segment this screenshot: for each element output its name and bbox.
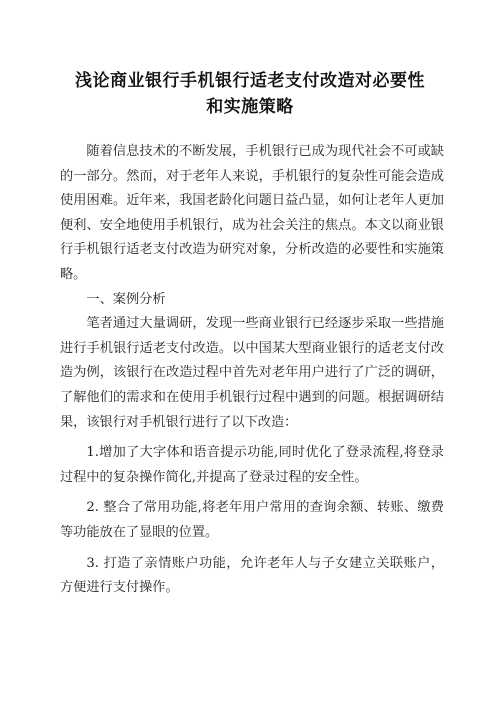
list-item-3: 3. 打造了亲情账户功能，允许老年人与子女建立关联账户，方便进行支付操作。 — [60, 555, 444, 596]
section-heading-case-analysis: 一、案例分析 — [86, 291, 166, 307]
case-paragraph: 笔者通过大量调研，发现一些商业银行已经逐步采取一些措施进行手机银行适老支付改造。以中国某大型商业银行的适老支付改造为例，该银行在改造过程中首先对老年用户进行了广泛的调研，了解他们的需求和在使用手机银行过程中遇到的问题。根据调研结果，该银行对手机银行进行了以下改造： — [60, 316, 444, 430]
list-item-1: 1.增加了大字体和语音提示功能,同时优化了登录流程,将登录过程中的复杂操作简化,并提高了登录过程的安全性。 — [60, 445, 444, 485]
document-title-line-2: 和实施策略 — [206, 97, 294, 117]
document-body — [60, 140, 444, 601]
list-item-2: 2. 整合了常用功能,将老年用户常用的查询余额、转账、缴费等功能放在了显眼的位置。 — [60, 500, 444, 540]
document-title-line-1: 浅论商业银行手机银行适老支付改造对必要性 — [75, 71, 425, 91]
intro-paragraph: 随着信息技术的不断发展，手机银行已成为现代社会不可或缺的一部分。然而，对于老年人来说，手机银行的复杂性可能会造成使用困难。近年来，我国老龄化问题日益凸显，如何让老年人更加便利、安全地使用手机银行，成为社会关注的焦点。本文以商业银行手机银行适老支付改造为研究对象，分析改造的必要性和实施策略。 — [60, 144, 444, 282]
